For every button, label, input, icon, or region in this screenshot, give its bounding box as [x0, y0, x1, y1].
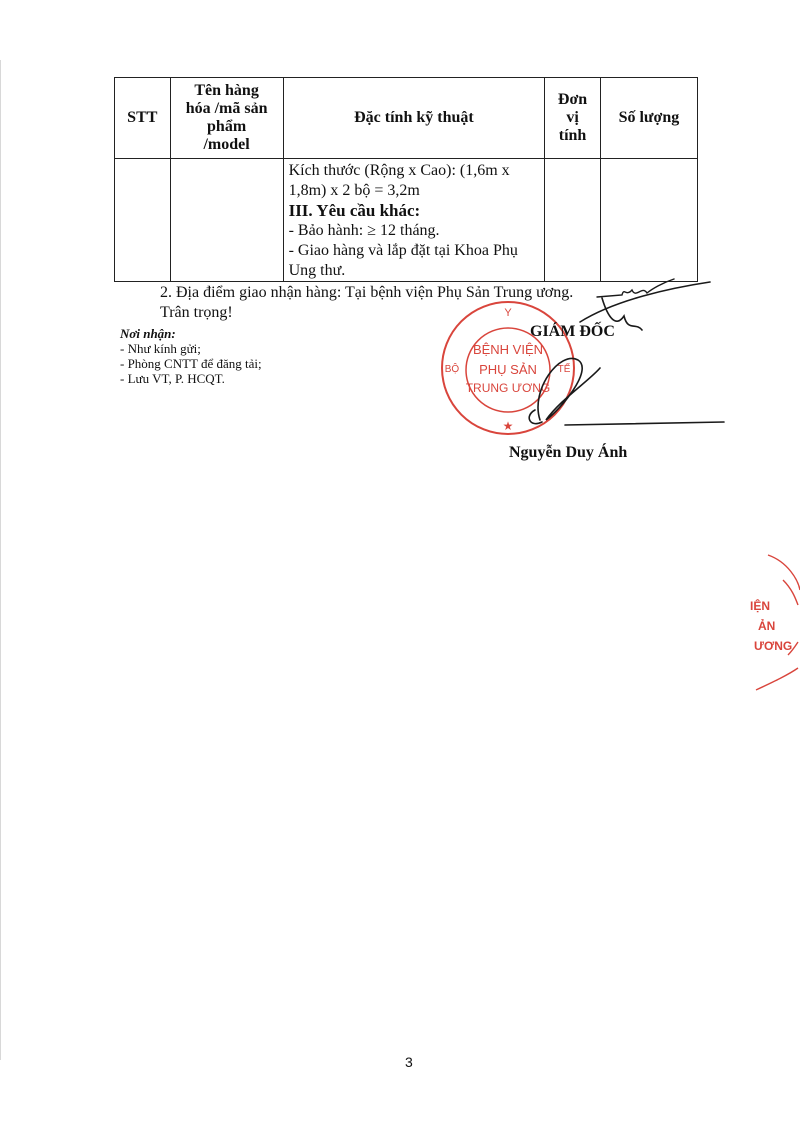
header-unit [545, 78, 601, 159]
spec-line: - Bảo hành: ≥ 12 tháng. [288, 222, 440, 239]
stamp-right-text: TẾ [557, 364, 571, 375]
initial-signature [592, 275, 677, 305]
stamp-line-1: BỆNH VIỆN [472, 342, 544, 357]
closing-text: Trân trọng! [160, 304, 233, 321]
cell-quantity [600, 159, 697, 282]
cell-stt [115, 159, 171, 282]
stamp-line-2: PHỤ SẢN [479, 362, 537, 377]
table-row [115, 159, 698, 282]
page-number: 3 [405, 1054, 413, 1070]
spec-line: - Giao hàng và lắp đặt tại Khoa Phụ [288, 242, 518, 259]
spec-line: Kích thước (Rộng x Cao): (1,6m x [288, 162, 510, 179]
spec-line: Ung thư. [288, 262, 346, 279]
recipients-title: Nơi nhận: [120, 326, 176, 341]
stamp-top-text: Y [504, 307, 512, 319]
header-product-name-line: hóa /mã sản [185, 100, 268, 117]
recipient-item: - Như kính gửi; [120, 341, 201, 356]
edge-stamp-line-2: ẢN [758, 619, 776, 633]
edge-stamp [748, 550, 800, 695]
stamp-left-text: BỘ [444, 364, 460, 375]
header-stt: STT [115, 78, 171, 159]
cell-specification [283, 159, 545, 282]
header-specification: Đặc tính kỹ thuật [283, 78, 545, 159]
header-product-name-line: phẩm [207, 118, 247, 135]
header-product-name-line: Tên hàng [194, 82, 259, 99]
specification-text [284, 159, 545, 281]
specification-table [114, 77, 698, 282]
cell-product-name [170, 159, 283, 282]
header-unit-line: tính [558, 127, 587, 144]
edge-stamp-line-3: ƯƠNG [754, 639, 793, 653]
cell-unit [545, 159, 601, 282]
recipient-item: - Lưu VT, P. HCQT. [120, 371, 225, 386]
header-quantity: Số lượng [600, 78, 697, 159]
stamp-star: ★ [502, 419, 514, 433]
spec-line: 1,8m) x 2 bộ = 3,2m [288, 182, 420, 199]
header-unit-line: Đơn [557, 91, 588, 108]
table-header-row [115, 78, 698, 159]
header-product-name-line: /model [203, 136, 250, 153]
delivery-note: 2. Địa điểm giao nhận hàng: Tại bệnh viện Phụ Sản Trung ương. [160, 284, 574, 301]
signer-title: GIÁM ĐỐC [530, 323, 615, 340]
edge-stamp-line-1: IỆN [750, 599, 771, 613]
recipients-block [120, 326, 262, 386]
recipient-item: - Phòng CNTT để đăng tải; [120, 356, 262, 371]
header-product-name [170, 78, 283, 159]
page-edge-line [0, 60, 1, 1060]
signer-name: Nguyễn Duy Ánh [509, 444, 628, 461]
stamp-line-3: TRUNG ƯƠNG [465, 381, 551, 395]
spec-section-heading: III. Yêu cầu khác: [288, 201, 421, 220]
header-unit-line: vị [566, 109, 579, 126]
